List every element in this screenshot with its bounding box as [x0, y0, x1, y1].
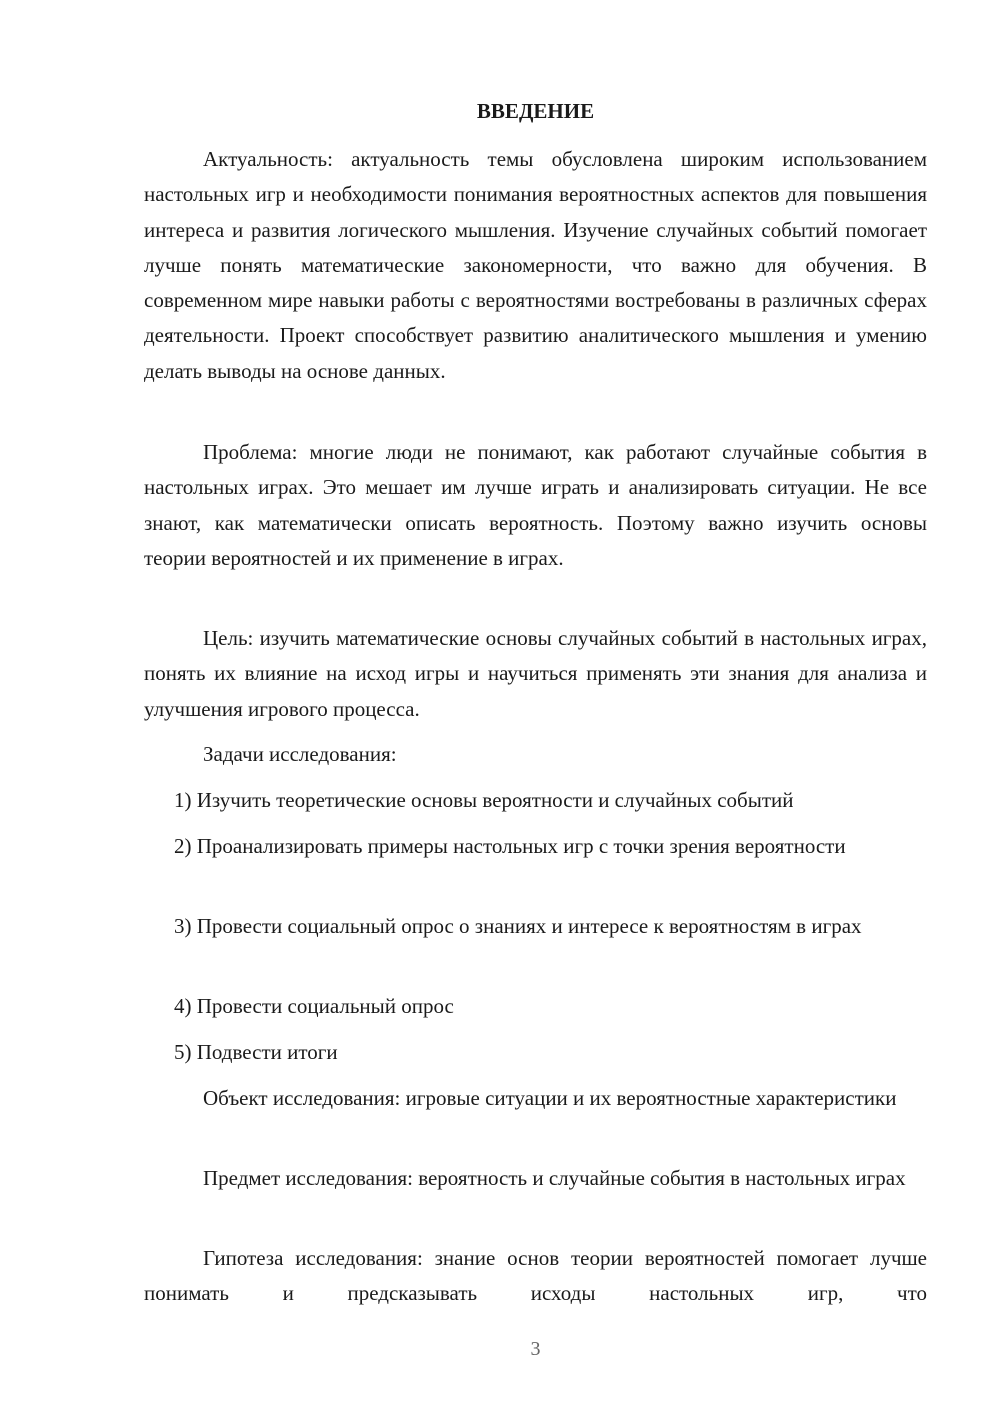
problem-paragraph: Проблема: многие люди не понимают, как работают случайные события в настольных играх. Это мешает им лучше играть и анализировать ситуации. Не все знают, как математически описать вероятность. Поэтому важно изучить основы теории вероятностей и их применение в играх.	[144, 440, 927, 570]
task-item-3: 3) Провести социальный опрос о знаниях и интересе к вероятностям в играх	[174, 914, 862, 938]
task-item-5: 5) Подвести итоги	[174, 1040, 338, 1064]
section-title: ВВЕДЕНИЕ	[476, 99, 595, 123]
relevance-paragraph: Актуальность: актуальность темы обусловлена широким использованием настольных игр и необходимости понимания вероятностных аспектов для повышения интереса и развития логического мышления. Изучение случайных событий помогает лучше понять математические закономерности, что важно для обучения. В современном мире навыки работы с вероятностями востребованы в различных сферах деятельности. Проект способствует развитию аналитического мышления и умению делать выводы на основе данных.	[144, 147, 927, 383]
goal-paragraph: Цель: изучить математические основы случайных событий в настольных играх, понять их влияние на исход игры и научиться применять эти знания для анализа и улучшения игрового процесса.	[144, 626, 927, 721]
hypothesis-paragraph: Гипотеза исследования: знание основ теории вероятностей помогает лучше понимать и предсказывать исходы настольных игр, что	[144, 1246, 927, 1306]
tasks-heading: Задачи исследования:	[203, 742, 397, 766]
document-page	[144, 0, 927, 1414]
page-number: 3	[530, 1338, 541, 1360]
subject-paragraph: Предмет исследования: вероятность и случайные события в настольных играх	[203, 1166, 906, 1190]
object-paragraph: Объект исследования: игровые ситуации и их вероятностные характеристики	[203, 1086, 897, 1110]
task-item-1: 1) Изучить теоретические основы вероятности и случайных событий	[174, 788, 794, 812]
task-item-4: 4) Провести социальный опрос	[174, 994, 454, 1018]
task-item-2: 2) Проанализировать примеры настольных игр с точки зрения вероятности	[174, 834, 846, 858]
